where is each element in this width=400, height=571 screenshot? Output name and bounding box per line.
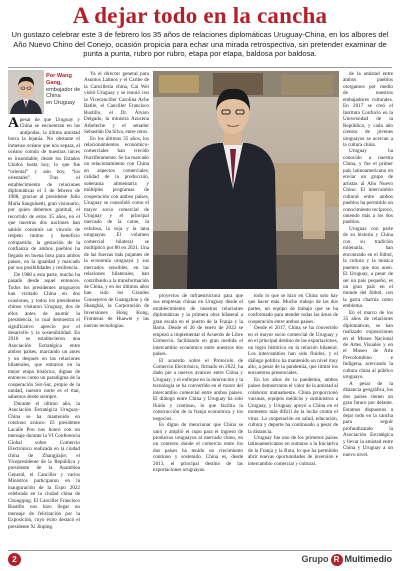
paragraph: proyectos de infraestructura para que sus empresas chinas en Uruguay desde el establecimiento de nuestras relaciones diplomáticas y la primera obra bilateral a gran escala en el puerto de la Franja y la Barra. Desde el 26 de enero de 2022 se empezó a implementar el Acuerdo de Libre Comercio, facilitando en gran medida el intercambio económico entre nuestros dos países.	[153, 293, 243, 358]
paragraph: todo lo que se hizo en China solo hay que hacer más. Mucho trabajo de las dos partes, un equipo de trabajo que se ha conformado para atender todas las áreas de cooperación entre ambos países.	[248, 293, 338, 325]
paragraph: Uruguay ha conocido a nuestra China, y fue el primer país latinoamericano en enviar un grupo de artistas al Año Nuevo Chino. El intercambio cultural entre ambos pueblos ha permitido un conocimiento recíproco, uniendo más a los dos pueblos.	[343, 148, 393, 226]
top-rule	[8, 67, 392, 68]
article-column-2	[84, 71, 149, 547]
lead-paragraph: Un gustazo celebrar este 3 de febrero los 35 años de relaciones diplomáticas Uruguay-China, en los albores del Año Nuevo Chino del Conejo, ocasión propicia para echar una mirada retrospectiva, sin pretender examinar de punta a punta, rubro por rubro, etapa por etapa, baldosa por baldosa.	[11, 30, 389, 59]
byline-location: en Uruguay	[46, 100, 75, 107]
ambassador-photo-image	[153, 71, 339, 289]
author-portrait-image	[8, 70, 44, 114]
article-column-1	[8, 117, 80, 547]
paragraph: En el marco de los 35 años de relaciones diplomáticas, se han realizado exposiciones en el Museo Nacional de Artes Visuales y en el Museo de Arte Precolombino e Indígena, acercando la cultura china al público uruguayo.	[343, 309, 393, 381]
publisher-logo	[302, 553, 393, 566]
headline: A dejar todo en la cancha	[72, 3, 328, 28]
page-number: 2	[8, 553, 21, 566]
paragraph: Uruguay fue uno de los primeros países latinoamericanos en sumarse a la Iniciativa de la Franja y la Ruta, lo que ha permitido abrir nuevas oportunidades de inversión e intercambio comercial y cultural.	[248, 434, 338, 467]
paragraph: De 1988 a esta parte, mucho ha pasado desde aquel entonces. Todos los presidentes uruguayos han visitado China en dos ocasiones, y todos los presidentes chinos visitaron Uruguay, dos de ellos antes de asumir la presidencia, lo cual demuestra el significativo aprecio por el desarrollo y la sostenibilidad. En 2016 se establecieron una Asociación Estratégica entre ambos países, marcando un antes y un después en las relaciones bilaterales, que entraron en la mejor etapa histórica, dignas de entonces como un paradigma de la cooperación Sur-Sur, propio de la unidad, nuestro norte es el mar, sabemos desde siempre.	[8, 271, 80, 401]
byline-role: embajador de China	[46, 86, 81, 100]
paragraph: pesar de que Uruguay y China se encuentran en las antípodas, la última amistad borra la lejanía. No obstante el inmenso océano que nos separa, el océano común de nuestras raíces es insondable; desde los Estados Unidos hasta hoy, lo que fue “oriental” y aún hoy, “los orientales”. Tras el establecimiento de relaciones diplomáticas el 3 de febrero de 1988, gracias al presidente Julio María Sanguinetti, gran visionario, por quien debemos gratitud, el recorrido de estos 35 años, en el que nuestras dos naciones han sabido construir un vínculo de respeto mutuo y beneficio compartido, la gestación de la confianza de ambos pueblos ha llegado en buena hora para ambos países, en la igualdad y marcado por sus posibilidades y resiliencia.	[8, 117, 80, 272]
paragraph: En los años de la pandemia, ambos países demostraron el valor de la amistad al colaborar mutuamente. China proporcionó vacunas, equipos médicos y suministros a Uruguay, y Uruguay apoyó a China en el momento más difícil de la lucha contra el virus. La cooperación en salud, educación, cultura y deporte ha continuado a pesar de la distancia.	[248, 376, 338, 435]
brand-suffix: Multimedio	[344, 554, 392, 564]
byline	[46, 73, 86, 107]
paragraph: de la amistad entre ambos pueblos otorgamos por medio de nuestros embajadores culturales. En 2017 se creó el Instituto Confucio en la Universidad de la República, y cada año cientos de jóvenes uruguayos se acercan a la cultura china.	[343, 71, 393, 148]
drop-cap: A	[8, 117, 19, 131]
paragraph: Uruguay con parte de su historia y China con su tradición milenaria, han encontrado en el fútbol, la cultura y la música puentes que nos unen. El Uruguay, a pesar de ser un país pequeño, es un gran país en el mundo del fútbol, con la garra charrúa como emblema.	[343, 225, 393, 310]
article-column-3	[153, 293, 243, 547]
paragraph: Desde el 2017, China se ha convertido en el mayor socio comercial de Uruguay y en el principal destino de las exportaciones, un logro histórico en la relación bilateral. Los intercambios han sido fluidos, y el diálogo político ha mantenido un nivel muy alto, a pesar de la pandemia, que limitó los encuentros presenciales.	[248, 325, 338, 377]
paragraph: Es digno de mencionar que China se unió y amplió el cupo para el ingreso de productos uruguayos al mercado chino, en un contexto donde el comercio entre los dos países ha tenido un crecimiento continuo y sostenido. China es, desde 2013, el principal destino de las exportaciones uruguayas.	[153, 422, 243, 474]
byline-name: Por Wang Gang,	[46, 73, 72, 86]
article-column-5	[343, 71, 393, 547]
paragraph: A pesar de la distancia geográfica, los dos países tienen un gran futuro por delante. Estamos dispuestos a dejar todo en la cancha para seguir profundizando la Asociación Estratégica y llevar la amistad entre China y Uruguay a un nuevo nivel.	[343, 380, 393, 458]
brand-mark-icon: R	[331, 554, 343, 566]
bottom-rule	[8, 550, 392, 551]
article-column-4	[248, 293, 338, 547]
paragraph: En los últimos 35 años, los relacionamientos económico-comerciales han crecido fructíferamente. Se ha marcado un relacionamiento con China en aspectos comerciales, calidad de la producción, soberanía alimentaria y múltiples programas de cooperación con ambos países, Uruguay se consolidó como el mayor socio comercial de Uruguay y el principal mercado de la carne, la celulosa, la soja y la lana uruguayas. El volumen comercial bilateral se multiplicó por 80 en 2021. Una de las fuerzas más pujantes de la economía uruguaya y sus mercados sensibles, en las relaciones bilaterales, han contribuido a la transformación de China, y en los últimos años han sido los Grandes Consejeros de Guangzhou y de Shanghái, la Corporación de Inversiones Hong Kong, Fronteras de Huawei y las nuevas tecnologías.	[84, 135, 149, 329]
paragraph: El acuerdo sobre el Protocolo de Comercio Electrónico, firmado en 2022, ha dado pie a nuevos avances entre China y Uruguay, y el enfoque en la innovación y la tecnología se ha convertido en el motor del intercambio comercial entre ambos países. El diálogo entre China y Uruguay ha sido fluido y continuo, lo que facilita la construcción de la franja económica y los negocios.	[153, 357, 243, 422]
author-portrait	[8, 70, 44, 114]
paragraph: Ya el director general para Asuntos Latinos y el Caribe de la Cancillería china, Cai Wei visitó Uruguay y se reunió con la Vicecanciller Carolina Ache Batlle, el Canciller Francisco Bustillo, el Dr. Álvaro Delgado, la ministra Azucena Arbeleche y el senador Sebastián Da Silva, entre otros.	[84, 71, 149, 136]
article-photo	[153, 71, 339, 289]
brand-prefix: Grupo	[301, 554, 329, 564]
paragraph: Durante el último año, la Asociación Estratégica Uruguay-China se ha mantenido en continuo avance. El presidente Lacalle Pou nos honró con un mensaje durante la VI Conferencia Global sobre Comercio Electrónico realizada en la ciudad china de Zhangjiajie; el Vicepresidente de la República y presidente de la Asamblea General, el Canciller y varios Ministros participaron en la inauguración de la Expo 2022 celebrada en la ciudad china de Chongqing. El Canciller Francisco Bustillo nos hizo llegar un mensaje de felicitación por la Exposición, cuyo éxito destacó el presidente Xi Jinping.	[8, 400, 80, 530]
